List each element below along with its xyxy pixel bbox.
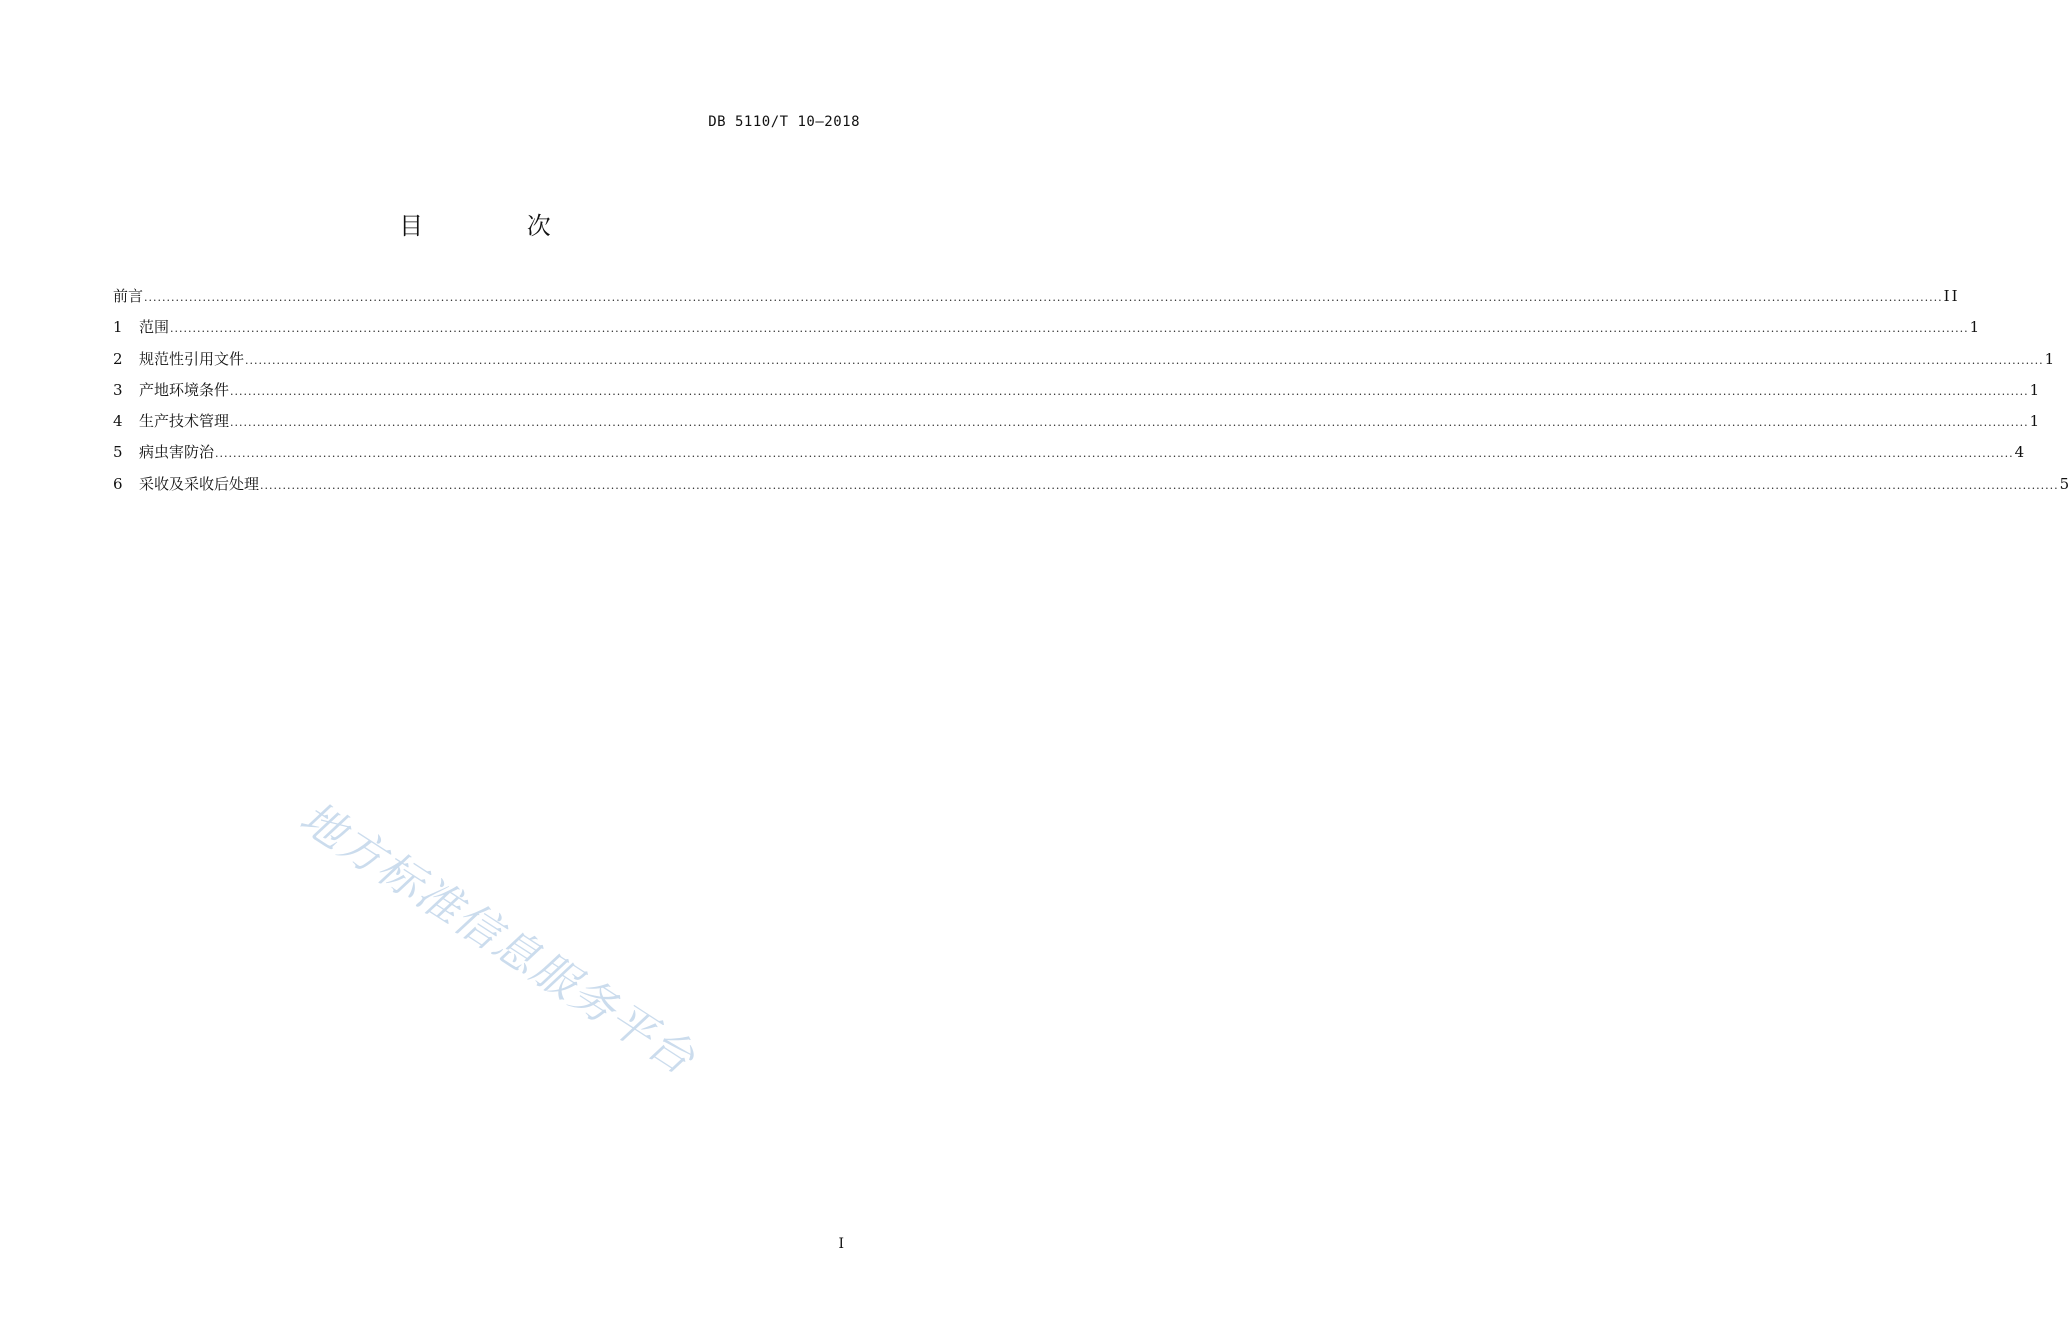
toc-leader-dots: ................................................................................................................................................................................................................................................................................................................................................................................................................ xyxy=(215,447,2014,461)
toc-entry-pest-control[interactable] xyxy=(113,441,2027,472)
toc-entry-number: 6 xyxy=(113,474,123,493)
toc-entry-label: 采收及采收后处理 xyxy=(139,474,260,493)
toc-entry-number: 5 xyxy=(113,443,123,462)
toc-entry-page: 5 xyxy=(2059,474,2071,493)
toc-entry-label: 规范性引用文件 xyxy=(139,349,245,368)
toc-entry-foreword[interactable] xyxy=(113,285,1960,316)
toc-entry-normative-references[interactable] xyxy=(113,348,2057,379)
toc-entry-page: 1 xyxy=(2044,349,2057,368)
toc-entry-label: 前言 xyxy=(113,287,144,305)
document-code: DB 5110/T 10—2018 xyxy=(708,114,860,130)
toc-entry-label: 病虫害防治 xyxy=(139,443,215,462)
toc-entry-number: 2 xyxy=(113,349,123,368)
toc-leader-dots: ................................................................................................................................................................................................................................................................................................................................................................................................................ xyxy=(260,478,2059,492)
toc-entry-number: 1 xyxy=(113,318,123,337)
toc-entry-number: 3 xyxy=(113,380,123,399)
toc-leader-dots: ................................................................................................................................................................................................................................................................................................................................................................................................................ xyxy=(144,291,1943,304)
toc-entry-label: 产地环境条件 xyxy=(139,380,230,399)
toc-leader-dots: ................................................................................................................................................................................................................................................................................................................................................................................................................ xyxy=(230,384,2029,398)
toc-entry-page: 1 xyxy=(1969,318,1982,337)
toc-entry-production-management[interactable] xyxy=(113,410,2042,441)
toc-entry-scope[interactable] xyxy=(113,316,1982,347)
toc-entry-page: 1 xyxy=(2029,412,2042,431)
toc-entry-page: II xyxy=(1943,287,1960,305)
toc-entry-environment[interactable] xyxy=(113,379,2042,410)
toc-title: 目 次 xyxy=(399,212,599,240)
toc-entry-label: 范围 xyxy=(139,318,170,337)
toc-leader-dots: ................................................................................................................................................................................................................................................................................................................................................................................................................ xyxy=(170,322,1969,336)
toc-entry-number: 4 xyxy=(113,412,123,431)
toc-leader-dots: ................................................................................................................................................................................................................................................................................................................................................................................................................ xyxy=(245,353,2044,367)
table-of-contents xyxy=(113,285,2071,504)
toc-leader-dots: ................................................................................................................................................................................................................................................................................................................................................................................................................ xyxy=(230,416,2029,430)
toc-entry-label: 生产技术管理 xyxy=(139,412,230,431)
toc-entry-page: 1 xyxy=(2029,380,2042,399)
page-number: I xyxy=(838,1236,844,1252)
watermark: 地方标准信息服务平台 xyxy=(290,792,705,1086)
toc-entry-harvest[interactable] xyxy=(113,473,2071,504)
toc-entry-page: 4 xyxy=(2014,443,2027,462)
